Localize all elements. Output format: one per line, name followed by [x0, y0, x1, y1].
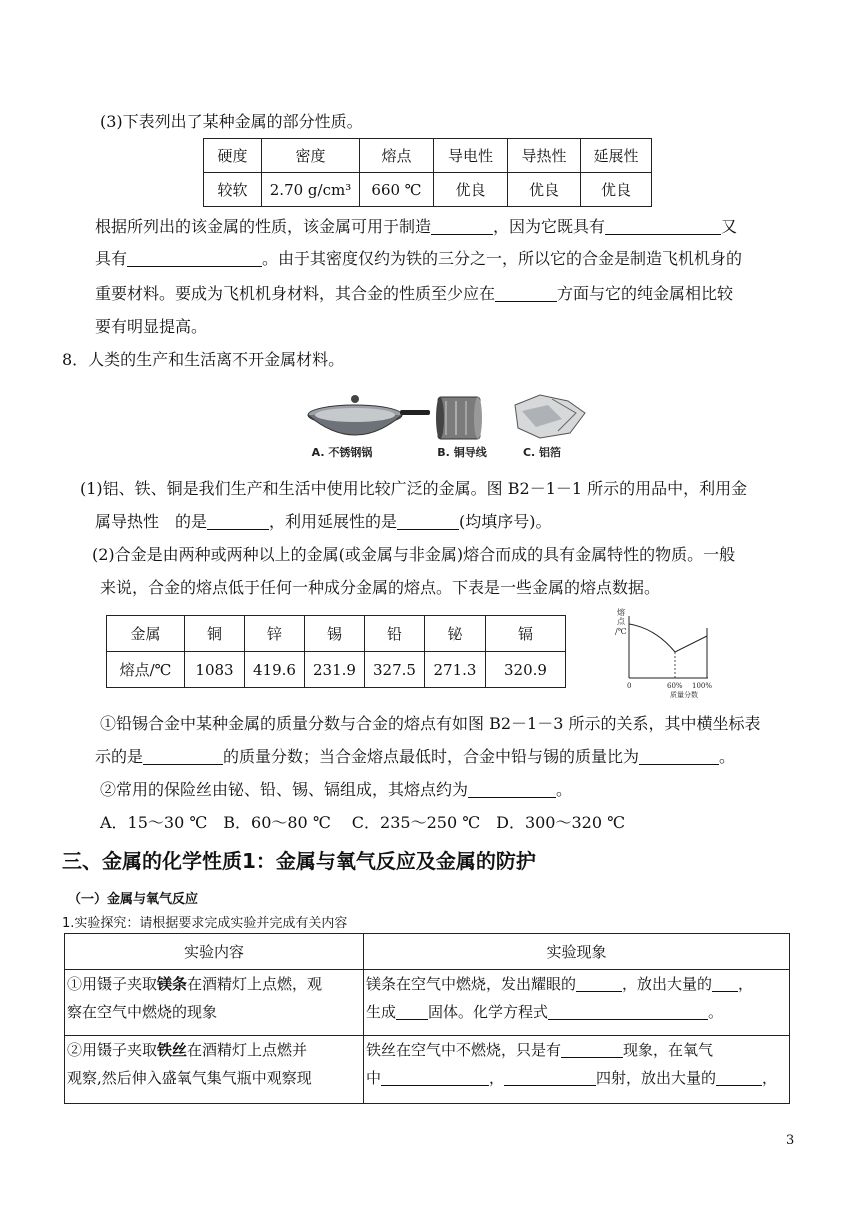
melt-header-cell: 铋 — [425, 616, 486, 652]
q8-p2-line2: 来说，合金的熔点低于任何一种成分金属的熔点。下表是一些金属的熔点数据。 — [100, 578, 661, 597]
q8-qa-line2: 示的是 的质量分数；当合金熔点最低时，合金中铅与锡的质量比为 。 — [95, 747, 736, 766]
answer-blank[interactable] — [396, 1003, 428, 1020]
page-number: 3 — [786, 1133, 795, 1148]
answer-blank[interactable] — [495, 285, 557, 302]
header-cell: 导热性 — [508, 139, 581, 173]
melt-value-cell: 231.9 — [305, 652, 365, 688]
graph-xlabel: 质量分数 — [670, 691, 698, 698]
q8-p1-line1: (1)铝、铁、铜是我们生产和生活中使用比较广泛的金属。图 B2－1－1 所示的用品中，利用金 — [80, 479, 748, 498]
q8-options: A．15～30 ℃ B．60～80 ℃ C．235～250 ℃ D．300～320 ℃ — [100, 813, 626, 832]
answer-blank[interactable] — [468, 781, 556, 798]
x-tick: 60% — [667, 682, 683, 690]
header-cell: 熔点 — [360, 139, 434, 173]
answer-blank[interactable] — [207, 513, 269, 530]
melt-value-cell: 419.6 — [245, 652, 305, 688]
header-cell: 密度 — [262, 139, 360, 173]
exp-row1-phenomenon: 镁条在空气中燃烧，发出耀眼的 ，放出大量的 ， 生成 固体。化学方程式 。 — [364, 970, 790, 1036]
q8-qa-line1: ①铅锡合金中某种金属的质量分数与合金的熔点有如图 B2－1－3 所示的关系，其中横坐标表 — [100, 714, 761, 733]
header-cell: 硬度 — [204, 139, 262, 173]
exp-header-phenomenon: 实验现象 — [364, 934, 790, 970]
melt-header-cell: 金属 — [107, 616, 185, 652]
answer-blank[interactable] — [639, 748, 719, 765]
q8-p1-line2: 属导热性 的是 ，利用延展性的是 (均填序号)。 — [95, 512, 552, 531]
caption-a: A. 不锈钢锅 — [311, 446, 373, 459]
header-cell: 导电性 — [434, 139, 508, 173]
x-tick: 100% — [692, 682, 713, 690]
q8-product-figure — [300, 383, 600, 463]
melt-header-cell: 锡 — [305, 616, 365, 652]
melt-header-cell: 锌 — [245, 616, 305, 652]
subsection-title: （一）金属与氧气反应 — [68, 892, 199, 907]
value-cell: 660 ℃ — [360, 173, 434, 207]
caption-c: C. 铝箔 — [522, 446, 562, 459]
exp-row2-content: ②用镊子夹取铁丝在酒精灯上点燃并 观察,然后伸入盛氧气集气瓶中观察现 — [65, 1036, 364, 1104]
q7-3-line3: 重要材料。要成为飞机机身材料，其合金的性质至少应在 方面与它的纯金属相比较 — [95, 284, 734, 303]
alloy-melting-graph — [605, 606, 720, 698]
copper-wire-spool-icon — [436, 397, 482, 439]
graph-ylabel: 熔 — [617, 608, 625, 617]
melt-value-cell: 熔点/℃ — [107, 652, 185, 688]
q8-p2-line1: (2)合金是由两种或两种以上的金属(或金属与非金属)熔合而成的具有金属特性的物质。一般 — [92, 545, 736, 564]
experiment-table — [64, 933, 790, 1104]
q8-qb-line: ②常用的保险丝由铋、铅、锡、镉组成，其熔点约为 。 — [100, 780, 573, 799]
value-cell: 优良 — [508, 173, 581, 207]
melting-point-table — [106, 615, 566, 688]
caption-b: B. 铜导线 — [437, 446, 487, 459]
melt-value-cell: 271.3 — [425, 652, 486, 688]
q7-3-line1: 根据所列出的该金属的性质，该金属可用于制造 ，因为它既具有 又 — [95, 217, 738, 236]
answer-blank[interactable] — [548, 1003, 708, 1020]
melting-curve — [629, 624, 707, 652]
answer-blank[interactable] — [504, 1069, 596, 1086]
value-cell: 优良 — [434, 173, 508, 207]
q7-3-line2: 具有 。由于其密度仅约为铁的三分之一，所以它的合金是制造飞机机身的 — [95, 249, 743, 268]
answer-blank[interactable] — [143, 748, 223, 765]
graph-ylabel: /℃ — [615, 627, 627, 636]
answer-blank[interactable] — [561, 1041, 623, 1058]
answer-blank[interactable] — [716, 1069, 762, 1086]
q8-title: 8．人类的生产和生活离不开金属材料。 — [62, 350, 345, 369]
q7-3-line4: 要有明显提高。 — [95, 317, 208, 336]
exp-header-content: 实验内容 — [65, 934, 364, 970]
answer-blank[interactable] — [381, 1069, 489, 1086]
answer-blank[interactable] — [712, 975, 738, 992]
exp-row2-phenomenon: 铁丝在空气中不燃烧，只是有 现象，在氧气 中 ， 四射，放出大量的 ， — [364, 1036, 790, 1104]
header-cell: 延展性 — [581, 139, 652, 173]
graph-ylabel: 点 — [617, 617, 625, 626]
answer-blank[interactable] — [397, 513, 459, 530]
melt-header-cell: 铜 — [185, 616, 245, 652]
pan-icon — [308, 395, 430, 435]
melt-value-cell: 1083 — [185, 652, 245, 688]
melt-header-cell: 镉 — [486, 616, 566, 652]
melt-header-cell: 铅 — [365, 616, 425, 652]
q7-3-intro: (3)下表列出了某种金属的部分性质。 — [100, 112, 363, 131]
answer-blank[interactable] — [431, 218, 493, 235]
melt-value-cell: 327.5 — [365, 652, 425, 688]
answer-blank[interactable] — [605, 218, 721, 235]
answer-blank[interactable] — [576, 975, 622, 992]
task-instruction: 1.实验探究：请根据要求完成实验并完成有关内容 — [62, 916, 348, 931]
aluminum-foil-icon — [515, 395, 585, 438]
value-cell: 2.70 g/cm³ — [262, 173, 360, 207]
melt-value-cell: 320.9 — [486, 652, 566, 688]
answer-blank[interactable] — [127, 250, 262, 267]
section-title: 三、金属的化学性质1：金属与氧气反应及金属的防护 — [62, 849, 536, 873]
exp-row1-content: ①用镊子夹取镁条在酒精灯上点燃，观 察在空气中燃烧的现象 — [65, 970, 364, 1036]
x-tick: 0 — [627, 682, 632, 690]
value-cell: 优良 — [581, 173, 652, 207]
metal-property-table — [203, 138, 652, 207]
value-cell: 较软 — [204, 173, 262, 207]
